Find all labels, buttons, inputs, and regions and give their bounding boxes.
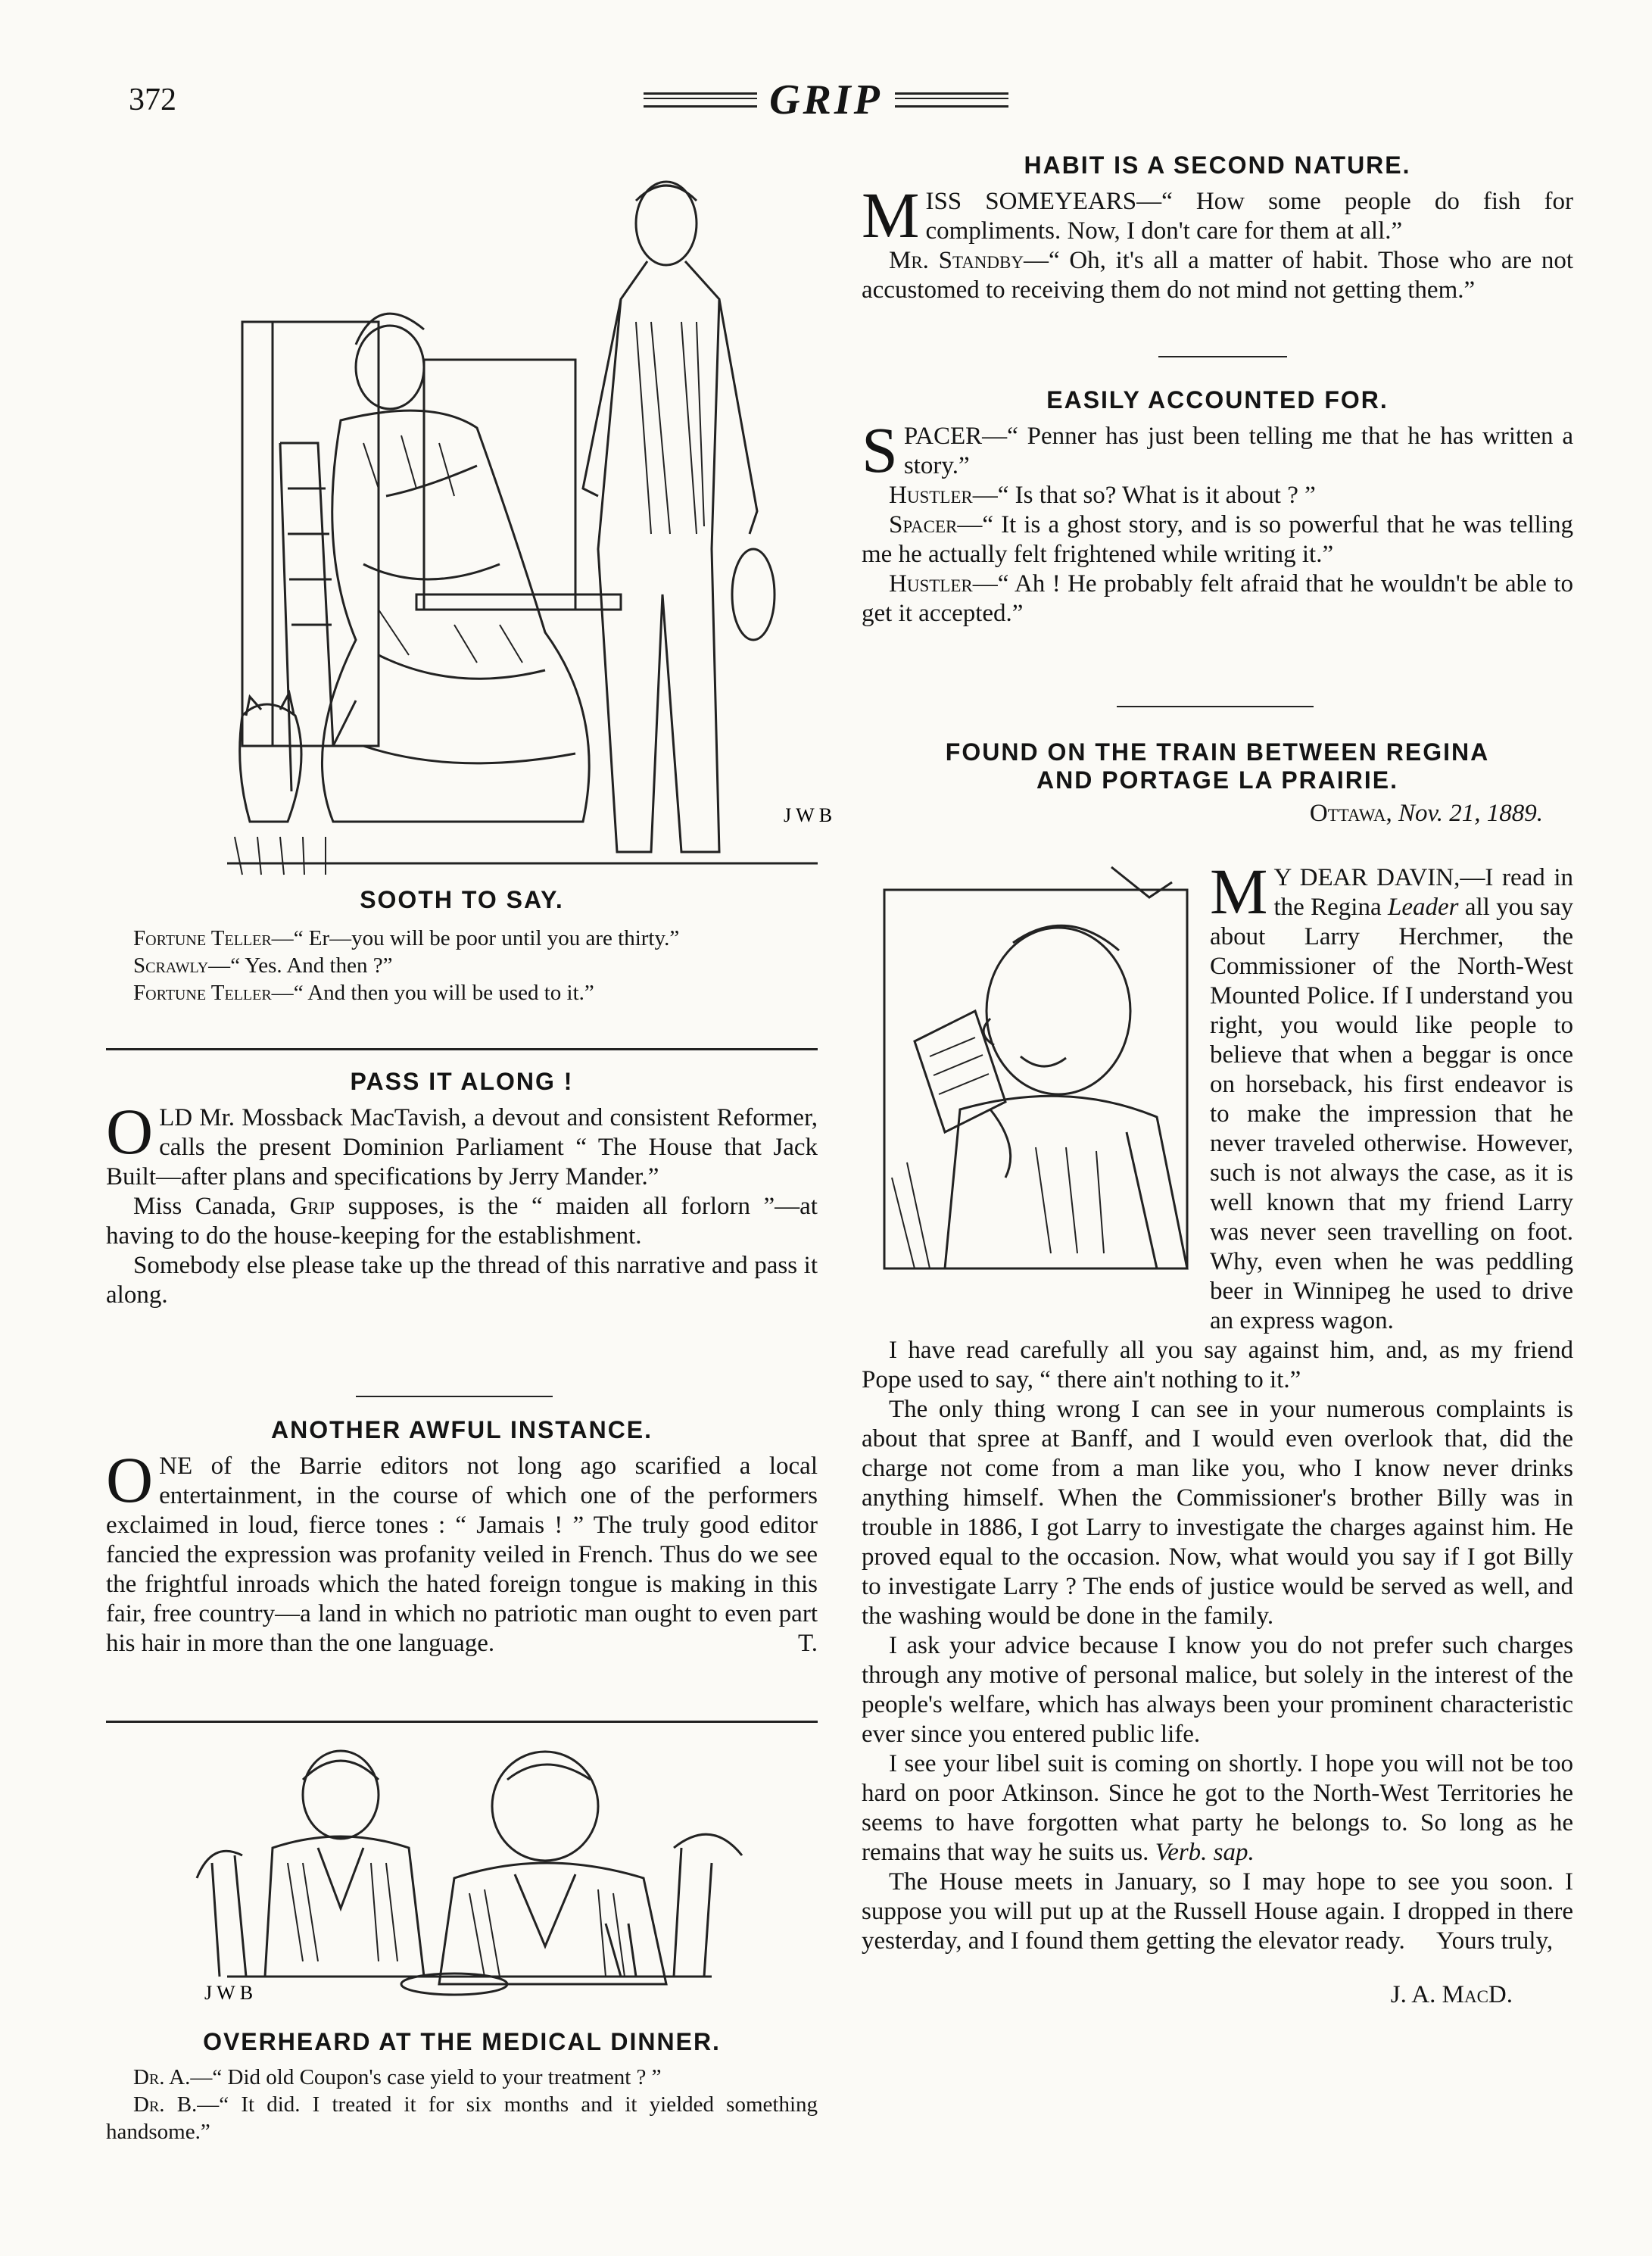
easily-line-3: Hustler—“ Ah ! He probably felt afraid that he wouldn't be able to get it accepted.” <box>862 570 1573 627</box>
habit-p1: MISS SOMEYEARS—“ How some people do fish for compliments. Now, I don't care for them at all.” <box>862 179 1573 251</box>
sooth-line-1: Fortune Teller—“ Er—you will be poor until you are thirty.” <box>133 926 680 950</box>
found-title-line-2: AND PORTAGE LA PRAIRIE. <box>1036 766 1398 794</box>
pass-it-along-p3: Somebody else please take up the thread of this narrative and pass it along. <box>106 1252 818 1309</box>
awful-instance-title: ANOTHER AWFUL INSTANCE. <box>270 1416 653 1443</box>
medical-dinner-title: OVERHEARD AT THE MEDICAL DINNER. <box>203 2028 721 2055</box>
habit-title: HABIT IS A SECOND NATURE. <box>1024 151 1411 179</box>
easily-line-1: Hustler—“ Is that so? What is it about ? ” <box>889 482 1316 509</box>
section-divider-short <box>1158 356 1287 357</box>
easily-line-2: Spacer—“ It is a ghost story, and is so powerful that he was telling me he actually felt frightened while writing it.” <box>862 511 1573 568</box>
sooth-line-3: Fortune Teller—“ And then you will be used to it.” <box>133 981 594 1005</box>
masthead <box>0 76 1652 124</box>
pass-it-along-title: PASS IT ALONG ! <box>350 1068 574 1095</box>
found-dateline: Ottawa, Nov. 21, 1889. <box>1309 800 1543 827</box>
fortune-teller-illustration <box>227 170 833 878</box>
letter-p5: I see your libel suit is coming on shortly. I hope you will not be too hard on poor Atkinson. Since he got to the North-West Territories he seems to have forgotten what party he belongs to. So long as he remains that way he suits us. Verb. sap. <box>862 1750 1573 1866</box>
sooth-section <box>106 886 818 1006</box>
masthead-title: GRIP <box>769 76 883 123</box>
sooth-title: SOOTH TO SAY. <box>360 886 564 913</box>
awful-instance-section <box>106 1416 818 1658</box>
masthead-rule-right <box>895 92 1008 108</box>
sooth-artist-signature: J W B <box>784 804 833 826</box>
letter-p2: I have read carefully all you say against him, and, as my friend Pope used to say, “ there ain't nothing to it.” <box>862 1337 1573 1393</box>
dinner-line-1: Dr. A.—“ Did old Coupon's case yield to your treatment ? ” <box>133 2065 662 2089</box>
letter-p6: The House meets in January, so I may hope to see you soon. I suppose you will put up at the Russell House again. I dropped in there yesterday, and I found them getting the elevator ready. Yours truly, <box>862 1868 1573 1955</box>
letter-signature: J. A. MacD. <box>1390 1981 1513 2008</box>
medical-dinner-illustration <box>182 1734 757 2007</box>
found-section <box>862 738 1573 828</box>
illustration-spacer <box>862 863 1210 1310</box>
awful-instance-p1: ONE of the Barrie editors not long ago scarified a local entertainment, in the course of which one of the performers exclaimed in loud, fierce tones : “ Jamais ! ” The truly good editor fancied the expression was profanity veiled in French. Thus do we see the frightful inroads which the hated foreign tongue is making in this fair, free country—a land in which no patriotic man ought to even part his hair in more than the one language. T. <box>106 1443 818 1657</box>
letter-body <box>862 855 1573 2034</box>
section-divider-short <box>1117 706 1314 707</box>
easily-section <box>862 386 1573 629</box>
section-divider <box>106 1048 818 1050</box>
letter-p4: I ask your advice because I know you do not prefer such charges through any motive of personal malice, but solely in the interest of the people's welfare, which has always been your prominent characteristic ever since you entered public life. <box>862 1632 1573 1748</box>
dinner-line-2: Dr. B.—“ It did. I treated it for six months and it yielded something handsome.” <box>106 2092 818 2144</box>
found-title-line-1: FOUND ON THE TRAIN BETWEEN REGINA <box>945 738 1490 766</box>
masthead-rule-left <box>644 92 757 108</box>
easily-p1: SPACER—“ Penner has just been telling me that he has written a story.” <box>862 413 1573 486</box>
pass-it-along-p2: Miss Canada, Grip supposes, is the “ maiden all forlorn ”—at having to do the house-keeping for the establishment. <box>106 1193 818 1250</box>
easily-title: EASILY ACCOUNTED FOR. <box>1046 386 1389 413</box>
pass-it-along-p1: OLD Mr. Mossback MacTavish, a devout and consistent Reformer, calls the present Dominion Parliament “ The House that Jack Built—after plans and specifications by Jerry Mander.” <box>106 1095 818 1190</box>
medical-dinner-section <box>106 2028 818 2145</box>
letter-p3: The only thing wrong I can see in your numerous complaints is about that spree at Banff, and I would even overlook that, did the charge not come from a man like you, who I know never drinks anything himself. When the Commissioner's brother Billy was in trouble in 1886, I got Larry to investigate the charges against him. He proved equal to the occasion. Now, what would you say if I got Billy to investigate Larry ? The ends of justice would be served as well, and the washing would be done in the family. <box>862 1396 1573 1630</box>
section-divider-short <box>356 1396 553 1397</box>
habit-p2: Mr. Standby—“ Oh, it's all a matter of habit. Those who are not accustomed to receiving them do not mind not getting them.” <box>862 247 1573 304</box>
letter-p1: M Y DEAR DAVIN,—I read in the Regina Leader all you say about Larry Herchmer, the Commissioner of the North-West Mounted Police. If I understand you right, you would like people to believe that when a beggar is once on horseback, his first endeavor is to make the impression that he never traveled otherwise. However, such is not always the case, as it is well known that my friend Larry was never seen travelling on foot. Why, even when he was peddling beer in Winnipeg he used to drive an express wagon. <box>1210 855 1573 1334</box>
pass-it-along-section <box>106 1068 818 1310</box>
page-number: 372 <box>129 83 176 117</box>
dinner-artist-signature: J W B <box>204 1982 254 2004</box>
habit-section <box>862 151 1573 305</box>
section-divider <box>106 1721 818 1723</box>
sooth-line-2: Scrawly—“ Yes. And then ?” <box>133 953 393 978</box>
